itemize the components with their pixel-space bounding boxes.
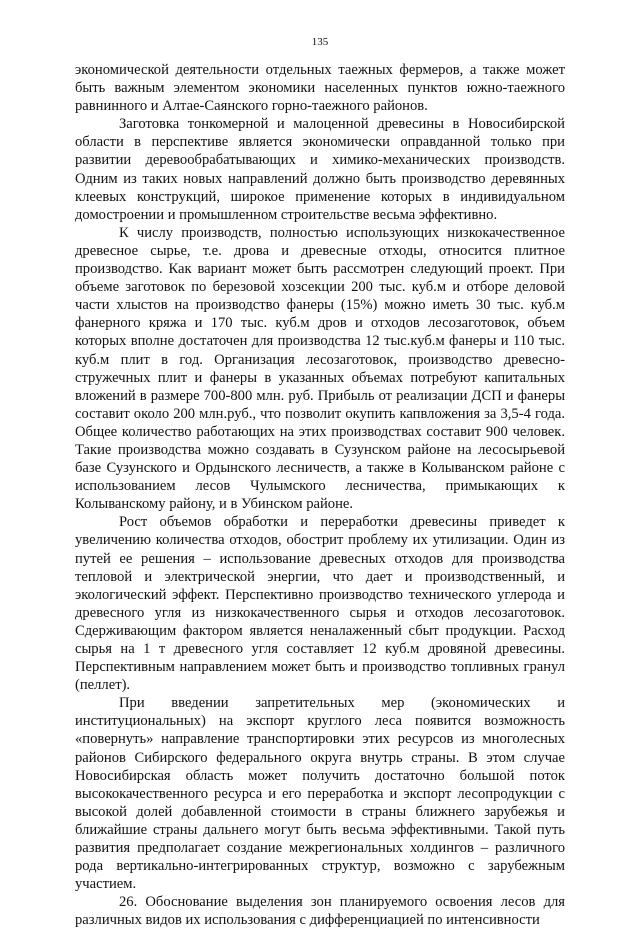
paragraph-3: К числу производств, полностью использующих низкокачественное древесное сырье, т.е. дрова и древесные отходы, относится плитное производство. Как вариант может быть рассмотрен следующий проект. При объеме заготовок по березовой хозсекции 200 тыс. куб.м и отборе деловой части хлыстов на производство фанеры (15%) можно иметь 30 тыс. куб.м фанерного кряжа и 170 тыс. куб.м дров и отходов лесозаготовок, объем которых вполне достаточен для производства 12 тыс.куб.м фанеры и 110 тыс. куб.м плит в год. Организация лесозаготовок, производство древесно-стружечных плит и фанеры в указанных объемах потребуют капитальных вложений в размере 700-800 млн. руб. Прибыль от реализации ДСП и фанеры составит около 200 млн.руб., что позволит окупить капвложения за 3,5-4 года. Общее количество работающих на этих производствах составит 900 человек. Такие производства можно создавать в Сузунском районе на лесосырьевой базе Сузунского и Ордынского лесничеств, а также в Колыванском районе с использованием лесов Чулымского лесничества, примыкающих к Колыванскому району, и в Убинском районе. [75,224,565,513]
page-number: 135 [311,36,329,48]
paragraph-4: Рост объемов обработки и переработки древесины приведет к увеличению количества отходов, обострит проблему их утилизации. Один из путей ее решения – использование древесных отходов для производства тепловой и электрической энергии, что дает и производственный, и экологический эффект. Перспективно производство технического углерода и древесного угля из низкокачественного сырья и отходов лесозаготовок. Сдерживающим фактором является неналаженный сбыт продукции. Расход сырья на 1 т древесного угля составляет 12 куб.м дровяной древесины. Перспективным направлением может быть и производство топливных гранул (пеллет). [75,514,565,694]
document-body [75,61,565,930]
paragraph-5: При введении запретительных мер (экономических и институциональных) на экспорт круглого леса появится возможность «повернуть» направление транспортировки этих ресурсов из многолесных районов Сибирского федерального округа внутрь страны. В этом случае Новосибирская область может получить достаточно большой поток высококачественного ресурса и его переработка и экспорт лесопродукции с высокой долей добавленной стоимости в страны ближнего зарубежья и ближайшие страны дальнего могут быть весьма эффективными. Такой путь развития предполагает создание межрегиональных холдингов – различного рода вертикально-интегрированных структур, возможно с зарубежным участием. [75,695,565,893]
paragraph-6-heading: 26. Обоснование выделения зон планируемого освоения лесов для различных видов их использования с дифференциацией по интенсивности [75,894,565,929]
paragraph-1: экономической деятельности отдельных таежных фермеров, а также может быть важным элементом экономики населенных пунктов южно-таежного равнинного и Алтае-Саянского горно-таежного районов. [75,62,565,115]
paragraph-2: Заготовка тонкомерной и малоценной древесины в Новосибирской области в перспективе является экономически оправданной только при развитии деревообрабатывающих и химико-механических производств. Одним из таких новых направлений должно быть производство деревянных клеевых конструкций, широкое применение которых в индивидуальном домостроении и промышленном строительстве весьма эффективно. [75,116,565,223]
